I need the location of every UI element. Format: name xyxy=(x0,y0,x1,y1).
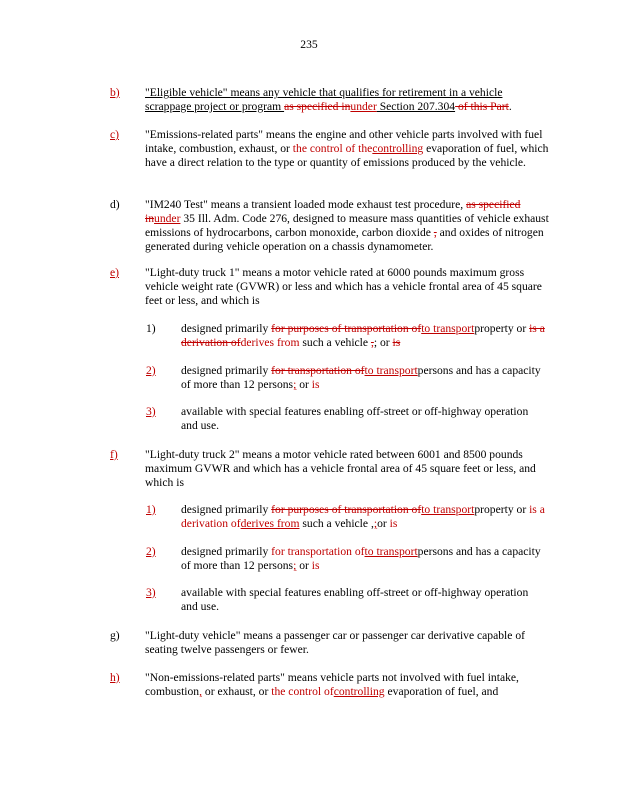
text-inserted: to transport xyxy=(364,545,418,558)
text-deleted: for purposes of transportation of xyxy=(271,503,422,516)
text-segment: designed primarily xyxy=(181,503,272,516)
text-deleted: , xyxy=(370,336,374,349)
item-label: 3) xyxy=(146,405,156,418)
definition-text: "Light-duty truck 1" means a motor vehicle rated at 6000 pounds maximum gross vehicle weight rate (GVWR) or less and which has a vehicle frontal area of 45 square feet or less, and which is xyxy=(145,266,542,307)
text-inserted: to transport xyxy=(421,503,475,516)
text-segment: persons and has a capacity of more than 12 persons xyxy=(181,364,541,391)
text-segment: or xyxy=(377,517,390,530)
text-segment: property or xyxy=(474,503,530,516)
text-deleted: for purposes of transportation of xyxy=(271,322,422,335)
text-inserted: "Eligible vehicle" means any vehicle that qualifies for retirement in a vehicle scrappage project or program xyxy=(145,86,503,113)
text-inserted: controlling xyxy=(372,142,424,155)
text-deleted: the control of the xyxy=(292,142,373,155)
text-deleted: is xyxy=(392,336,401,349)
item-label: 1) xyxy=(146,503,156,516)
item-text: available with special features enabling off-street or off-highway operation and use. xyxy=(181,405,529,432)
text-inserted: to transport xyxy=(364,364,418,377)
definition-text xyxy=(145,198,550,254)
text-segment: evaporation of fuel, and xyxy=(384,685,499,698)
text-segment: , xyxy=(370,517,374,530)
text-segment: or xyxy=(296,559,312,572)
item-label: 2) xyxy=(146,364,156,377)
text-segment: "Non-emissions-related parts" means vehicle parts not involved with fuel intake, combustion xyxy=(145,671,519,698)
text-segment: persons and has a capacity of more than 12 persons xyxy=(181,545,541,572)
text-inserted: ; xyxy=(293,559,297,572)
definition-label: b) xyxy=(110,86,120,99)
item-text xyxy=(181,545,546,573)
definition-label: f) xyxy=(110,448,118,461)
definition-text: "Light-duty truck 2" means a motor vehicle rated between 6001 and 8500 pounds maximum GVWR and which has a vehicle frontal area of 45 square feet or less, and which is xyxy=(145,448,536,489)
text-inserted: is xyxy=(311,378,320,391)
item-label: 2) xyxy=(146,545,156,558)
definition-label: c) xyxy=(110,128,120,141)
text-inserted: under xyxy=(350,100,377,113)
text-segment: designed primarily xyxy=(181,545,272,558)
text-segment: . xyxy=(508,100,512,113)
text-inserted: for transportation of xyxy=(271,545,365,558)
text-segment: Section 207.304 xyxy=(376,100,456,113)
text-inserted: derives from xyxy=(240,336,300,349)
text-deleted: as specified in xyxy=(284,100,351,113)
text-segment: or xyxy=(296,378,312,391)
definition-text xyxy=(145,671,550,699)
text-inserted: the control of xyxy=(271,685,334,698)
text-deleted: for transportation of xyxy=(271,364,365,377)
definition-label: h) xyxy=(110,671,120,684)
text-segment: such a vehicle xyxy=(299,517,371,530)
item-label: 3) xyxy=(146,586,156,599)
text-inserted: under xyxy=(154,212,181,225)
text-segment: designed primarily xyxy=(181,364,272,377)
item-text xyxy=(181,322,546,350)
text-inserted: , xyxy=(199,685,203,698)
text-deleted: , xyxy=(433,226,437,239)
item-text xyxy=(181,503,546,531)
text-deleted: of this Part xyxy=(455,100,509,113)
text-inserted: is xyxy=(389,517,398,530)
text-segment: 35 Ill. Adm. Code 276, designed to measure mass quantities of vehicle exhaust emissions of hydrocarbons, carbon monoxide, carbon dioxide xyxy=(145,212,549,239)
text-segment: designed primarily xyxy=(181,322,272,335)
text-segment: evaporation of fuel, which have a direct relation to the type or quantity of emissions produced by the vehicle. xyxy=(145,142,549,169)
text-deleted: is a derivation of xyxy=(181,322,545,349)
text-inserted: derives from xyxy=(240,517,300,530)
definition-label: g) xyxy=(110,629,120,642)
text-inserted: ; xyxy=(293,378,297,391)
text-segment: and oxides of nitrogen generated during vehicle operation on a chassis dynamometer. xyxy=(145,226,544,253)
item-text xyxy=(181,364,546,392)
text-inserted: ; xyxy=(373,517,378,530)
text-inserted: is xyxy=(311,559,320,572)
definition-text xyxy=(145,128,550,170)
text-segment: ; or xyxy=(373,336,393,349)
definition-text: "Light-duty vehicle" means a passenger car or passenger car derivative capable of seating twelve passengers or fewer. xyxy=(145,629,525,656)
item-text: available with special features enabling off-street or off-highway operation and use. xyxy=(181,586,529,613)
text-inserted: controlling xyxy=(333,685,385,698)
text-segment: "Emissions-related parts" means the engine and other vehicle parts involved with fuel intake, combustion, exhaust, or xyxy=(145,128,543,155)
text-segment: property or xyxy=(474,322,530,335)
definition-text xyxy=(145,86,550,114)
text-segment: or exhaust, or xyxy=(202,685,272,698)
item-label: 1) xyxy=(146,322,156,335)
text-inserted: to transport xyxy=(421,322,475,335)
text-segment: such a vehicle xyxy=(299,336,371,349)
text-inserted: is a derivation of xyxy=(181,503,545,530)
page-number: 235 xyxy=(300,38,318,51)
text-segment: "IM240 Test" means a transient loaded mode exhaust test procedure, xyxy=(145,198,467,211)
definition-label: e) xyxy=(110,266,120,279)
text-deleted: as specified in xyxy=(145,198,521,225)
definition-label: d) xyxy=(110,198,120,211)
